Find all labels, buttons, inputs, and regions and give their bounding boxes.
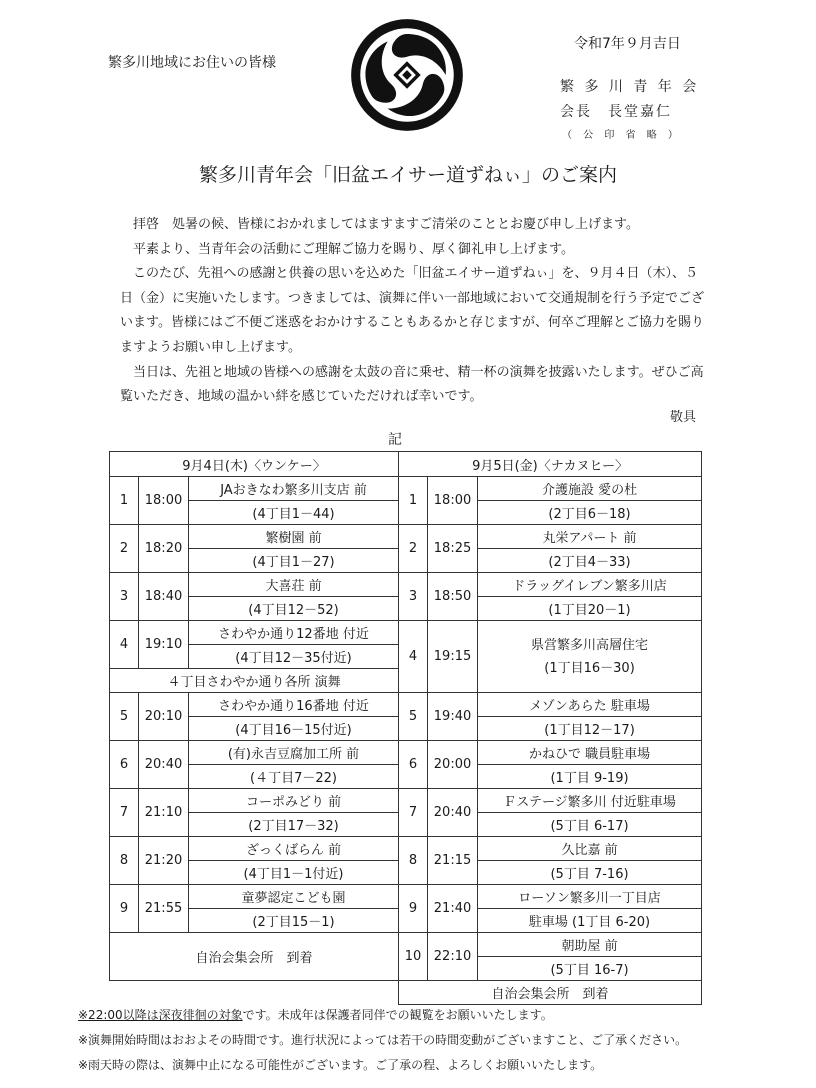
page-title: 繁多川青年会「旧盆エイサー道ずねぃ」のご案内: [198, 164, 617, 186]
table-row: [110, 933, 702, 957]
stop-address: (1丁目16－30): [544, 660, 635, 676]
stop-place: メゾンあらた 駐車場: [478, 693, 702, 717]
stop-place: さわやか通り16番地 付近: [189, 693, 399, 717]
table-row: [110, 837, 702, 861]
stop-address: (4丁目16－15付近): [189, 717, 399, 741]
stop-address: (5丁目 7-16): [478, 861, 702, 885]
note-late-night-text: です。未成年は保護者同伴での観覧をお願いいたします。: [242, 1008, 553, 1022]
stop-time: 21:10: [139, 789, 189, 837]
stop-number: 2: [110, 525, 139, 573]
stop-time: 20:40: [139, 741, 189, 789]
stop-address: (2丁目4－33): [478, 549, 702, 573]
stop-number: 6: [110, 741, 139, 789]
paragraph-announcement: このたび、先祖への感謝と供養の思いを込めた「旧盆エイサー道ずねぃ」を、９月４日（木）、５ 日（金）に実施いたします。つきましては、演舞に伴い一部地域において交通規制を行う予定でございます。皆様にはご不便ご迷惑をおかけすることもあるかと存じますが、何卒ご理解とご協力を賜りますようお願い申し上げます。: [120, 266, 704, 355]
stop-number: 3: [399, 573, 428, 621]
addressee: 繁多川地域にお住いの皆様: [108, 55, 276, 71]
stop-place: ローソン繁多川一丁目店: [478, 885, 702, 909]
stop-number: 7: [110, 789, 139, 837]
ki-heading: 記: [388, 432, 402, 448]
stop-address: (1丁目20－1): [478, 597, 702, 621]
stop-place: かねひで 職員駐車場: [478, 741, 702, 765]
day1-header: 9月4日(木)〈ウンケー〉: [110, 452, 399, 477]
stop-place: (有)永吉豆腐加工所 前: [189, 741, 399, 765]
table-row: [110, 693, 702, 717]
note-time-change: ※演舞開始時間はおおよその時間です。進行状況によっては若干の時間変動がございますこと、ご了承ください。: [78, 1033, 688, 1047]
stop-number: 4: [399, 621, 428, 693]
stop-place: さわやか通り12番地 付近: [189, 621, 399, 645]
stop-place: 県営繁多川高層住宅: [531, 637, 649, 653]
stop-address: (4丁目12－52): [189, 597, 399, 621]
stop-number: 1: [399, 477, 428, 525]
stop-address: (2丁目15－1): [189, 909, 399, 933]
stop-address: (5丁目 6-17): [478, 813, 702, 837]
stop-place: 丸栄アパート 前: [478, 525, 702, 549]
table-row: [110, 741, 702, 765]
stop-time: 22:10: [428, 933, 478, 981]
stop-address: (2丁目17－32): [189, 813, 399, 837]
note-late-night-emphasis: ※22:00以降は深夜徘徊の対象: [78, 1008, 243, 1022]
stop-place: 介護施設 愛の杜: [478, 477, 702, 501]
stop-address: (４丁目7－22): [189, 765, 399, 789]
stop-time: 20:40: [428, 789, 478, 837]
stop-time: 18:00: [428, 477, 478, 525]
table-row: [110, 525, 702, 549]
stop-number: 8: [399, 837, 428, 885]
stop-time: 21:55: [139, 885, 189, 933]
stop-place: 大喜荘 前: [189, 573, 399, 597]
stop-number: 7: [399, 789, 428, 837]
stop-time: 18:25: [428, 525, 478, 573]
organization-name: 繁 多 川 青 年 会: [560, 79, 700, 95]
paragraph-invitation: 当日は、先祖と地域の皆様への感謝を太鼓の音に乗せ、精一杯の演舞を披露いたします。ぜひご高覧いただき、地域の温かい絆を感じていただければ幸いです。: [120, 364, 704, 405]
stop-address: (4丁目12－35付近): [189, 645, 399, 669]
closing-keigu: 敬具: [670, 410, 697, 425]
president-name: 会長 長堂嘉仁: [560, 104, 672, 120]
stop-number: 10: [399, 933, 428, 981]
stop-time: 21:15: [428, 837, 478, 885]
stop-address: (4丁目1－44): [189, 501, 399, 525]
stop-time: 18:50: [428, 573, 478, 621]
letter-body: [120, 213, 705, 410]
note-late-night: [78, 1003, 687, 1028]
table-row: [110, 621, 702, 645]
paragraph-greeting: 拝啓 処暑の候、皆様におかれましてはますますご清栄のこととお慶び申し上げます。: [133, 217, 639, 232]
day2-arrival: 自治会集会所 到着: [399, 981, 702, 1005]
stop-address: (5丁目 16-7): [478, 957, 702, 981]
stop-time: 21:20: [139, 837, 189, 885]
stop-address: (1丁目12－17): [478, 717, 702, 741]
schedule-table: [109, 451, 702, 1005]
stop-time: 18:20: [139, 525, 189, 573]
stop-place: 朝助屋 前: [478, 933, 702, 957]
stop-number: 9: [399, 885, 428, 933]
stop-location: [478, 621, 702, 693]
stop-place: コーポみどり 前: [189, 789, 399, 813]
day2-header: 9月5日(金)〈ナカヌヒー〉: [399, 452, 702, 477]
seal-omitted-note: （ 公 印 省 略 ）: [562, 130, 682, 141]
stop-number: 6: [399, 741, 428, 789]
day1-special-note: ４丁目さわやか通り各所 演舞: [110, 669, 399, 693]
stop-time: 19:15: [428, 621, 478, 693]
stop-number: 8: [110, 837, 139, 885]
stop-number: 5: [399, 693, 428, 741]
issue-date: 令和7年９月吉日: [574, 36, 681, 52]
stop-address: 駐車場 (1丁目 6-20): [478, 909, 702, 933]
table-row: [110, 885, 702, 909]
table-row: [110, 573, 702, 597]
footnotes: [78, 1003, 687, 1078]
stop-place: Ｆステージ繁多川 付近駐車場: [478, 789, 702, 813]
stop-place: ざっくばらん 前: [189, 837, 399, 861]
stop-address: (4丁目1－1付近): [189, 861, 399, 885]
note-rain: ※雨天時の際は、演舞中止になる可能性がございます。ご了承の程、よろしくお願いいたします。: [78, 1058, 603, 1072]
stop-number: 5: [110, 693, 139, 741]
stop-place: ドラッグイレブン繁多川店: [478, 573, 702, 597]
table-row: [110, 789, 702, 813]
stop-address: (2丁目6－18): [478, 501, 702, 525]
stop-time: 18:00: [139, 477, 189, 525]
stop-time: 19:10: [139, 621, 189, 669]
stop-time: 19:40: [428, 693, 478, 741]
hidari-mitsudomoe-crest-icon: [350, 18, 464, 132]
day1-arrival: 自治会集会所 到着: [110, 933, 399, 981]
stop-number: 1: [110, 477, 139, 525]
stop-time: 20:00: [428, 741, 478, 789]
stop-number: 4: [110, 621, 139, 669]
paragraph-thanks: 平素より、当青年会の活動にご理解ご協力を賜り、厚く御礼申し上げます。: [133, 241, 574, 257]
stop-number: 3: [110, 573, 139, 621]
stop-time: 21:40: [428, 885, 478, 933]
stop-number: 9: [110, 885, 139, 933]
stop-address: (1丁目 9-19): [478, 765, 702, 789]
stop-time: 18:40: [139, 573, 189, 621]
stop-place: 童夢認定こども園: [189, 885, 399, 909]
stop-time: 20:10: [139, 693, 189, 741]
stop-address: (4丁目1－27): [189, 549, 399, 573]
table-row: [110, 477, 702, 501]
stop-place: 久比嘉 前: [478, 837, 702, 861]
stop-place: JAおきなわ繁多川支店 前: [189, 477, 399, 501]
stop-number: 2: [399, 525, 428, 573]
stop-place: 繁樹園 前: [189, 525, 399, 549]
